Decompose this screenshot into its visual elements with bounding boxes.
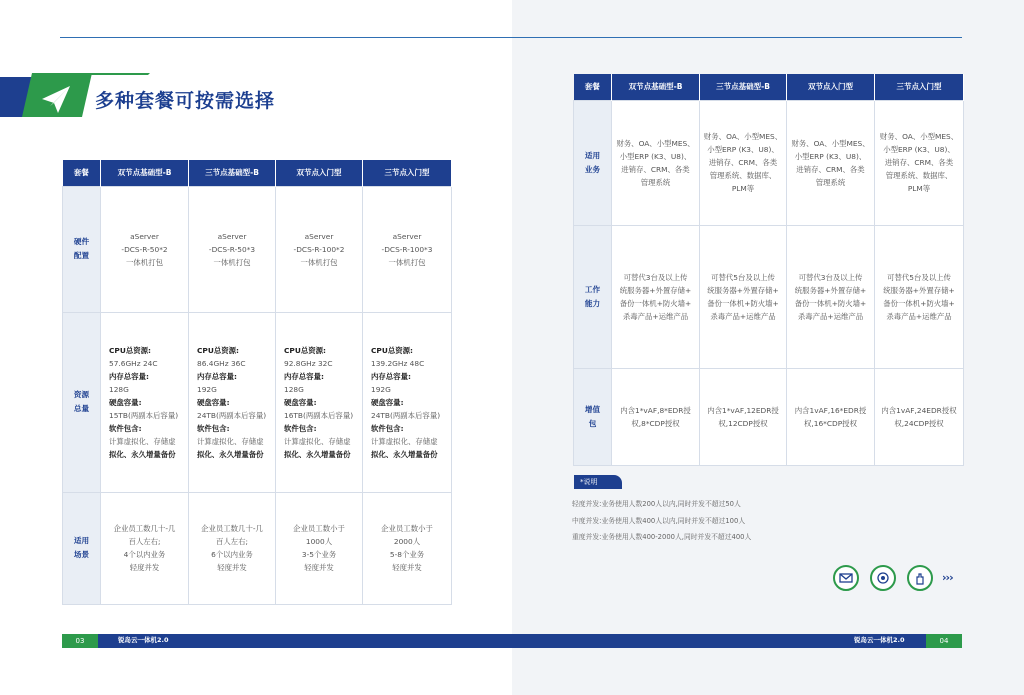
cell-text: 轻度并发	[129, 563, 160, 572]
cell-text: 拟化、永久增量备份	[371, 449, 438, 459]
cell-text: 192G	[371, 384, 391, 394]
cell-text: PLM等	[731, 184, 755, 193]
page-title: 多种套餐可按需选择	[95, 90, 276, 112]
note-line: 轻度并发:业务使用人数200人以内,同时并发不超过50人	[572, 500, 741, 508]
cell-text: 小型ERP (K3、U8)、	[794, 151, 867, 161]
row-header-text: 业务	[584, 164, 601, 174]
header-col-2: 三节点基础型-B	[700, 74, 787, 100]
cell-text: 进销存、CRM、各类	[708, 158, 778, 167]
table-cell	[276, 312, 363, 492]
cell-text: PLM等	[907, 184, 931, 193]
package-table-right	[573, 74, 964, 466]
header-col-4: 三节点入门型	[363, 160, 452, 186]
cell-text: 财务、OA、小型MES、	[879, 132, 959, 141]
right-page	[512, 0, 1024, 695]
cell-text: 86.4GHz 36C	[197, 358, 246, 368]
cell-text: 3-5个业务	[301, 550, 337, 559]
table-cell	[787, 368, 875, 465]
table-cell	[700, 100, 787, 225]
table-cell	[189, 186, 276, 312]
cell-text: -DCS-R-50*2	[121, 244, 168, 254]
note-tag: *说明	[574, 475, 622, 489]
table-cell	[700, 368, 787, 465]
note-line: 中度并发:业务使用人数400人以内,同时并发不超过100人	[572, 517, 746, 525]
cell-text: aServer	[130, 231, 159, 241]
cell-text: 企业员工数小于	[381, 524, 433, 533]
hand-icon	[907, 565, 933, 591]
next-arrows: ›››	[942, 571, 953, 584]
cell-text: 4个以内业务	[123, 550, 166, 559]
cell-text: 企业员工数几十-几	[113, 524, 176, 533]
header-col-4: 三节点入门型	[875, 74, 964, 100]
header-col-1: 双节点基础型-B	[101, 160, 189, 186]
cell-text: 统服务器+外置存储+	[794, 285, 867, 295]
cell-text: 192G	[197, 384, 217, 394]
table-cell	[276, 186, 363, 312]
cell-text: CPU总资源:	[109, 345, 151, 355]
table-row	[63, 312, 452, 492]
table-cell	[787, 225, 875, 368]
footer-title: 锐岛云一体机2.0	[854, 636, 905, 644]
cell-text: 统服务器+外置存储+	[883, 285, 955, 295]
row-header-text: 资源	[73, 390, 90, 399]
table-cell	[875, 100, 964, 225]
cell-text: 计算虚拟化、存储虚	[371, 436, 438, 446]
cell-text: 权,12CDP授权	[718, 418, 768, 428]
cell-text: 一体机打包	[388, 257, 426, 267]
table-cell	[363, 492, 452, 604]
table-cell	[189, 492, 276, 604]
cell-text: 计算虚拟化、存储虚	[197, 436, 264, 446]
row-header-text: 能力	[584, 298, 601, 308]
cell-text: 一体机打包	[300, 257, 338, 267]
cell-text: 92.8GHz 32C	[284, 358, 333, 368]
cell-text: 一体机打包	[213, 257, 251, 267]
row-header-text: 硬件	[73, 237, 90, 246]
cell-text: 软件包含:	[197, 423, 230, 433]
cell-text: 小型ERP (K3、U8)、	[883, 145, 955, 154]
cell-text: 杀毒产品+运维产品	[710, 311, 776, 321]
cell-text: 软件包含:	[284, 423, 317, 433]
footer-title: 锐岛云一体机2.0	[118, 636, 169, 644]
note-line: 重度并发:业务使用人数400-2000人,同时并发不超过400人	[572, 533, 752, 541]
row-header-text: 工作	[584, 284, 601, 294]
cell-text: 计算虚拟化、存储虚	[284, 436, 351, 446]
cell-text: 拟化、永久增量备份	[197, 449, 264, 459]
table-cell	[612, 368, 700, 465]
cell-text: CPU总资源:	[284, 345, 326, 355]
row-header-text: 包	[588, 418, 597, 428]
cell-text: -DCS-R-100*2	[293, 244, 345, 254]
cell-text: 管理系统、数据库、	[885, 171, 953, 180]
table-row	[574, 100, 964, 225]
cell-text: 杀毒产品+运维产品	[886, 311, 952, 321]
cell-text: 硬盘容量:	[109, 397, 142, 407]
row-header	[63, 186, 101, 312]
cell-text: 硬盘容量:	[371, 397, 404, 407]
cell-text: 内含1*vAF,12EDR授	[707, 405, 779, 415]
cell-text: 24TB(两副本后容量)	[371, 410, 441, 420]
row-header-text: 增值	[584, 404, 601, 414]
top-rule	[60, 37, 512, 38]
row-header-text: 场景	[73, 550, 90, 559]
cell-text: 备份一体机+防火墙+	[883, 298, 955, 308]
row-header	[574, 368, 612, 465]
cell-text: 16TB(两副本后容量)	[284, 410, 354, 420]
table-cell	[101, 492, 189, 604]
cell-text: 内存总容量:	[109, 371, 149, 381]
page-number: 03	[62, 634, 98, 648]
header-col-1: 双节点基础型-B	[612, 74, 700, 100]
cell-text: 企业员工数小于	[293, 524, 345, 533]
top-rule	[512, 37, 962, 38]
cell-text: 备份一体机+防火墙+	[707, 298, 779, 308]
table-cell	[612, 225, 700, 368]
cell-text: 计算虚拟化、存储虚	[109, 436, 176, 446]
cell-text: 内含1vAF,16*EDR授	[794, 405, 867, 415]
table-row	[63, 186, 452, 312]
cell-text: 杀毒产品+运维产品	[797, 311, 864, 321]
table-row	[574, 368, 964, 465]
cell-text: 财务、OA、小型MES、	[791, 138, 870, 148]
cell-text: 权,24CDP授权	[894, 418, 944, 428]
cell-text: 轻度并发	[217, 563, 247, 572]
table-cell	[189, 312, 276, 492]
cell-text: 管理系统、数据库、	[709, 171, 777, 180]
row-header-text: 适用	[584, 150, 601, 160]
table-cell	[363, 186, 452, 312]
table-cell	[612, 100, 700, 225]
cell-text: 小型ERP (K3、U8)、	[619, 151, 692, 161]
cell-text: aServer	[392, 231, 422, 241]
table-cell	[101, 312, 189, 492]
header-col-2: 三节点基础型-B	[189, 160, 276, 186]
cell-text: 管理系统	[815, 177, 846, 187]
cell-text: 权,8*CDP授权	[631, 418, 680, 428]
cell-text: 可替代3台及以上传	[623, 272, 688, 282]
cell-text: 进销存、CRM、各类	[796, 164, 865, 174]
row-header-text: 总量	[73, 404, 90, 413]
table-row	[574, 225, 964, 368]
table-cell	[363, 312, 452, 492]
table-cell	[276, 492, 363, 604]
cell-text: 硬盘容量:	[284, 397, 317, 407]
page-number: 04	[926, 634, 962, 648]
cell-text: -DCS-R-50*3	[208, 244, 256, 254]
header-col-3: 双节点入门型	[276, 160, 363, 186]
cell-text: 财务、OA、小型MES、	[703, 132, 783, 141]
table-cell	[875, 368, 964, 465]
cell-text: 内含1vAF,24EDR授权	[881, 405, 957, 415]
package-table-left	[62, 160, 452, 605]
cell-text: 拟化、永久增量备份	[109, 449, 176, 459]
row-header-text: 适用	[73, 536, 90, 545]
cell-text: 财务、OA、小型MES、	[616, 138, 695, 148]
cell-text: 备份一体机+防火墙+	[794, 298, 867, 308]
cell-text: 内含1*vAF,8*EDR授	[620, 405, 691, 415]
cell-text: 2000人	[393, 537, 421, 546]
cell-text: 1000人	[305, 537, 333, 546]
row-header-text: 配置	[73, 251, 90, 260]
cell-text: 管理系统	[640, 177, 671, 187]
cell-text: 15TB(两副本后容量)	[109, 410, 179, 420]
cell-text: 128G	[109, 384, 129, 394]
cell-text: 可替代3台及以上传	[798, 272, 863, 282]
cell-text: 软件包含:	[109, 423, 142, 433]
cell-text: CPU总资源:	[371, 345, 413, 355]
table-row	[63, 492, 452, 604]
row-header	[574, 100, 612, 225]
cell-text: 24TB(两副本后容量)	[197, 410, 267, 420]
cell-text: 百人左右;	[128, 537, 161, 546]
cell-text: 128G	[284, 384, 304, 394]
row-header	[63, 492, 101, 604]
cell-text: 轻度并发	[392, 563, 422, 572]
cell-text: aServer	[217, 231, 247, 241]
cell-text: 可替代5台及以上传	[711, 272, 775, 282]
cell-text: 57.6GHz 24C	[109, 358, 158, 368]
header-package: 套餐	[574, 74, 612, 100]
cell-text: -DCS-R-100*3	[381, 244, 433, 254]
table-cell	[101, 186, 189, 312]
cell-text: 统服务器+外置存储+	[707, 285, 779, 295]
table-cell	[875, 225, 964, 368]
cell-text: 5-8个业务	[389, 550, 425, 559]
cell-text: CPU总资源:	[197, 345, 239, 355]
cell-text: 内存总容量:	[371, 371, 411, 381]
cell-text: 轻度并发	[304, 563, 334, 572]
header-col-3: 双节点入门型	[787, 74, 875, 100]
cell-text: 进销存、CRM、各类	[621, 164, 690, 174]
cell-text: 6个以内业务	[211, 550, 253, 559]
table-cell	[787, 100, 875, 225]
cell-text: 一体机打包	[126, 257, 163, 267]
cell-text: 可替代5台及以上传	[887, 272, 951, 282]
cell-text: 硬盘容量:	[197, 397, 230, 407]
cell-text: 杀毒产品+运维产品	[622, 311, 689, 321]
cell-text: 小型ERP (K3、U8)、	[707, 145, 779, 154]
mail-icon	[833, 565, 859, 591]
settings-icon	[870, 565, 896, 591]
row-header	[63, 312, 101, 492]
cell-text: 百人左右;	[215, 537, 249, 546]
cell-text: 内存总容量:	[284, 371, 324, 381]
cell-text: 内存总容量:	[197, 371, 237, 381]
cell-text: 备份一体机+防火墙+	[619, 298, 692, 308]
cell-text: 权,16*CDP授权	[804, 418, 857, 428]
row-header	[574, 225, 612, 368]
cell-text: 拟化、永久增量备份	[284, 449, 351, 459]
cell-text: 软件包含:	[371, 423, 404, 433]
header-package: 套餐	[63, 160, 101, 186]
cell-text: 统服务器+外置存储+	[619, 285, 692, 295]
cell-text: aServer	[304, 231, 334, 241]
cell-text: 进销存、CRM、各类	[884, 158, 954, 167]
table-cell	[700, 225, 787, 368]
cell-text: 企业员工数几十-几	[201, 524, 263, 533]
cell-text: 139.2GHz 48C	[371, 358, 425, 368]
